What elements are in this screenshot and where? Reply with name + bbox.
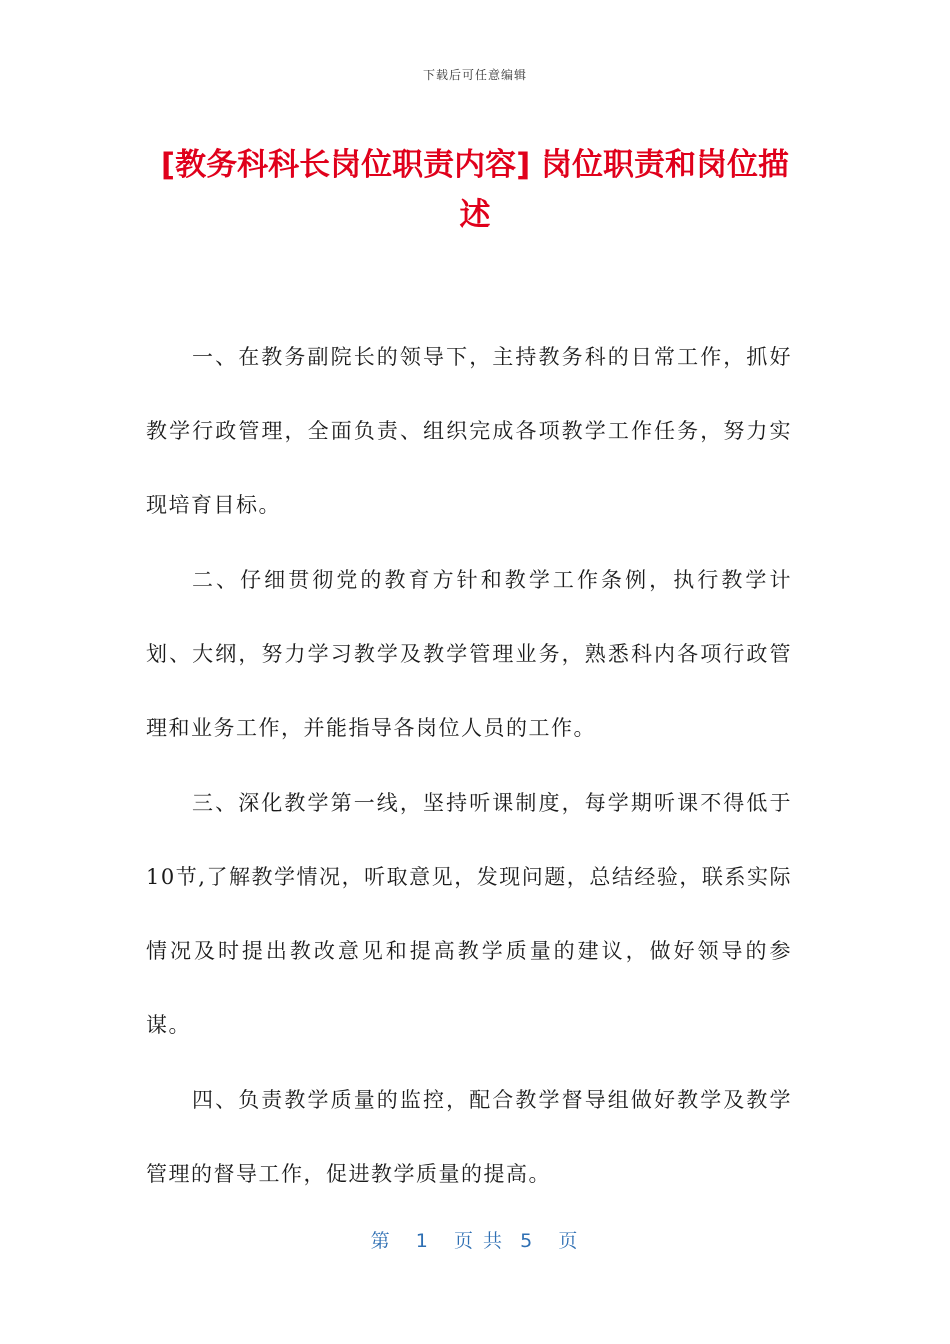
current-page-number: 1: [415, 1230, 430, 1252]
page-label-suffix: 页: [558, 1230, 580, 1252]
paragraph-2: 二、仔细贯彻党的教育方针和教学工作条例，执行教学计划、大纲，努力学习教学及教学管理业务，熟悉科内各项行政管理和业务工作，并能指导各岗位人员的工作。: [146, 568, 792, 740]
paragraph-1: 一、在教务副院长的领导下，主持教务科的日常工作，抓好教学行政管理，全面负责、组织完成各项教学工作任务，努力实现培育目标。: [146, 345, 792, 517]
paragraph-3: 三、深化教学第一线，坚持听课制度，每学期听课不得低于10节,了解教学情况，听取意见，发现问题，总结经验，联系实际情况及时提出教改意见和提高教学质量的建议，做好领导的参谋。: [146, 791, 792, 1037]
header-note: 下载后可任意编辑: [422, 68, 527, 82]
total-pages-number: 5: [520, 1230, 535, 1252]
page-label-middle: 页 共: [453, 1230, 505, 1252]
paragraph-4: 四、负责教学质量的监控，配合教学督导组做好教学及教学管理的督导工作，促进教学质量的提高。: [146, 1088, 792, 1186]
page-label-prefix: 第: [370, 1230, 392, 1252]
page-footer: [0, 1226, 950, 1253]
document-body: [146, 320, 792, 1212]
document-title: [教务科科长岗位职责内容] 岗位职责和岗位描述: [160, 147, 790, 233]
